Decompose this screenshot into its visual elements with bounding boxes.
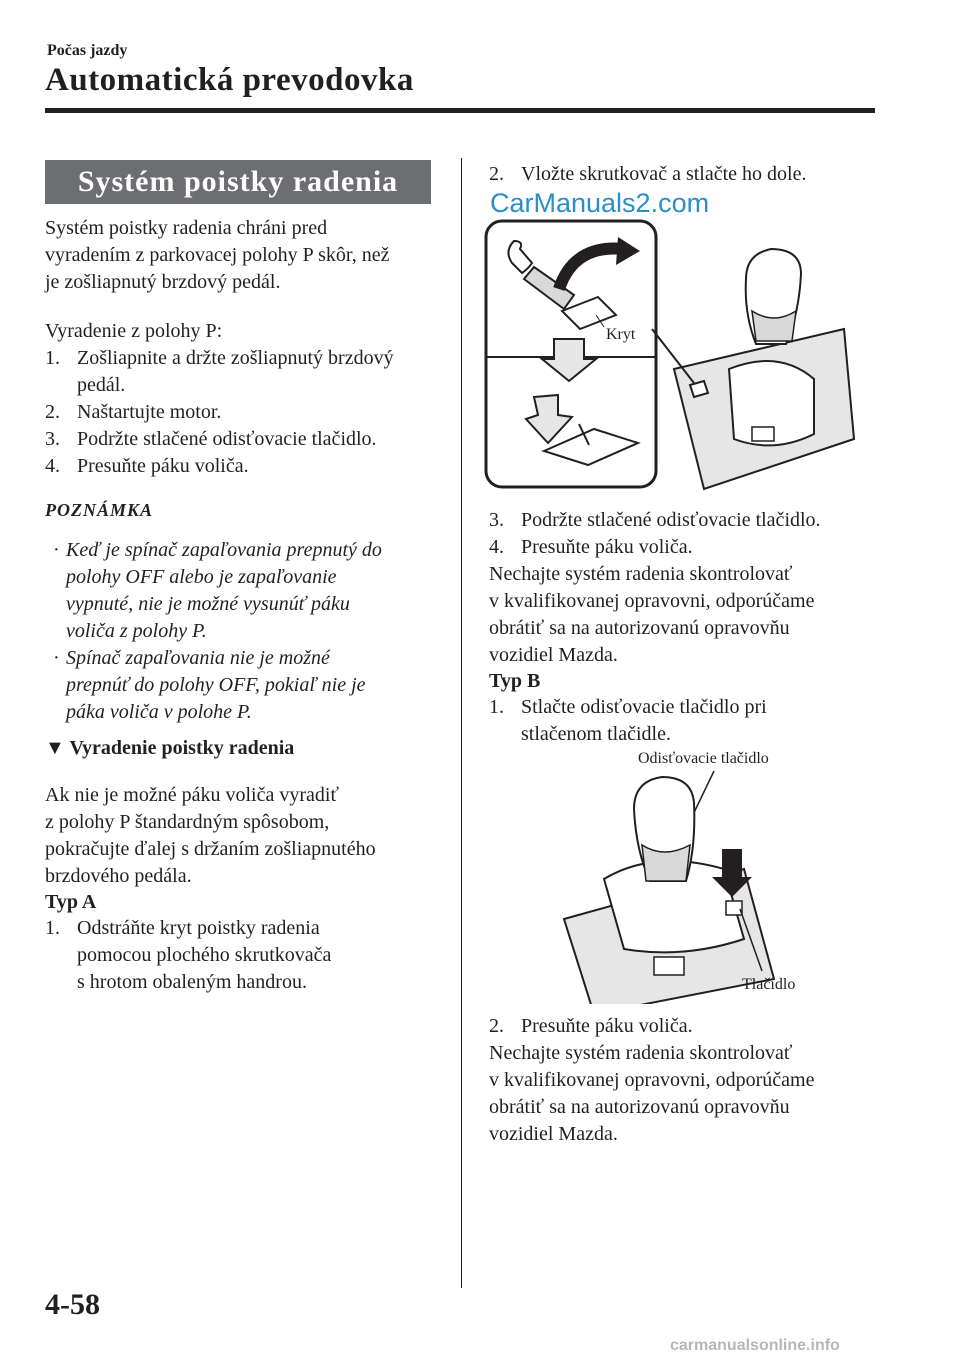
- step-2: 2. Naštartujte motor.: [45, 401, 222, 423]
- note-title: POZNÁMKA: [45, 500, 154, 520]
- section-label: Počas jazdy: [47, 42, 128, 59]
- type-a-steps-3-4: 3. Podržte stlačené odisťovacie tlačidlo. 4. Presuňte páku voliča.: [489, 509, 821, 558]
- note-list: [45, 537, 435, 726]
- check-paragraph-a: Nechajte systém radenia skontrolovať v kvalifikovanej opravovni, odporúčame obrátiť sa na autorizovanú opravovňu vozidiel Mazda.: [489, 563, 815, 666]
- figure-label-button: Tlačidlo: [742, 976, 796, 993]
- step-1: 1. Zošliapnite a držte zošliapnutý brzdový pedál.: [45, 347, 394, 396]
- check-paragraph-b: Nechajte systém radenia skontrolovať v kvalifikovanej opravovni, odporúčame obrátiť sa na autorizovanú opravovňu vozidiel Mazda.: [489, 1042, 815, 1145]
- type-a-step-1: 1. Odstráňte kryt poistky radenia pomocou plochého skrutkovača s hrotom obaleným handrou.: [45, 917, 332, 993]
- type-b-heading: Typ B: [489, 670, 541, 692]
- figure-label-release-button: Odisťovacie tlačidlo: [638, 750, 769, 767]
- release-paragraph: Ak nie je možné páku voliča vyradiť z polohy P štandardným spôsobom, pokračujte ďalej s držaním zošliapnutého brzdového pedála.: [45, 784, 376, 887]
- type-a-heading: Typ A: [45, 891, 97, 913]
- type-a-step-2: 2. Vložte skrutkovač a stlačte ho dole.: [489, 163, 807, 185]
- pointer-line: [652, 329, 694, 383]
- type-b-step-1: 1. Stlačte odisťovacie tlačidlo pri stlačenom tlačidle.: [489, 696, 767, 745]
- footer-watermark: carmanualsonline.info: [670, 1337, 840, 1354]
- figure-label-kryt: Kryt: [606, 326, 636, 343]
- steps-list: [45, 345, 435, 480]
- page-number: 4-58: [45, 1288, 100, 1321]
- watermark-text: CarManuals2.com: [490, 188, 710, 218]
- note-item: · Keď je spínač zapaľovania prepnutý do polohy OFF alebo je zapaľovanie vypnuté, nie je možné vysunúť páku voliča z polohy P.: [53, 539, 382, 642]
- lock-cover-spot: [690, 381, 708, 397]
- chapter-title: Automatická prevodovka: [45, 62, 414, 98]
- shift-from-p-title: Vyradenie z polohy P:: [45, 320, 223, 342]
- figure-shift-lock-cover: [484, 219, 858, 491]
- figure-shift-lock-button: [554, 749, 844, 1004]
- column-divider: [461, 158, 462, 1288]
- step-4: 4. Presuňte páku voliča.: [45, 455, 249, 477]
- intro-paragraph: Systém poistky radenia chráni pred vyradením z parkovacej polohy P skôr, než je zošliapnutý brzdový pedál.: [45, 217, 390, 293]
- section-banner: Systém poistky radenia: [45, 160, 431, 204]
- note-item: · Spínač zapaľovania nie je možné prepnúť do polohy OFF, pokiaľ nie je páka voliča v polohe P.: [53, 647, 366, 723]
- subheading: ▼ Vyradenie poistky radenia: [45, 737, 295, 759]
- type-b-step-2: 2. Presuňte páku voliča.: [489, 1015, 693, 1037]
- triangle-down-icon: ▼: [45, 737, 65, 759]
- step-3: 3. Podržte stlačené odisťovacie tlačidlo.: [45, 428, 377, 450]
- lock-button: [726, 901, 742, 915]
- header-rule: [45, 108, 875, 113]
